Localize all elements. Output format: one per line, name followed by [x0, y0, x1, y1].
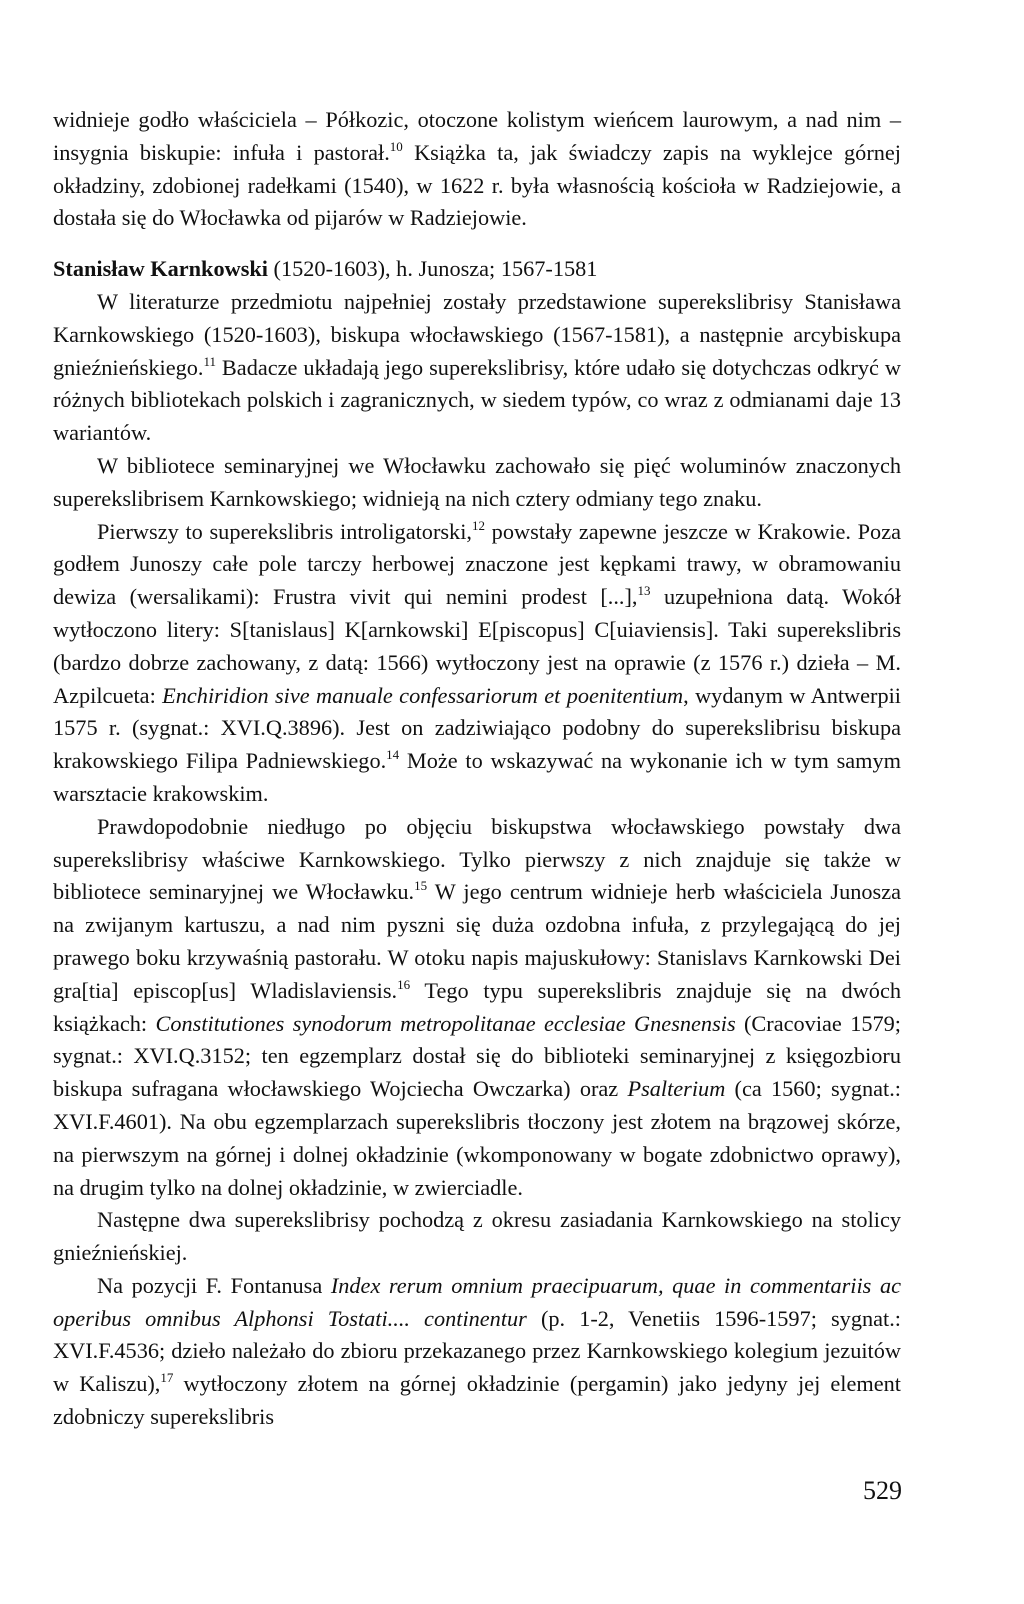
text-run: powstały zapewne jeszcze w Krakowie. Poza godłem Junoszy całe pole tarczy herbowej znaczone jest kępkami trawy, w obramowaniu dewiza (wersalikami): Frustra vivit qui nemini prodest [...],: [53, 518, 901, 610]
footnote-ref[interactable]: 13: [637, 583, 651, 599]
text-run: W literaturze przedmiotu najpełniej zostały przedstawione superekslibrisy Stanisława Karnkowskiego (1520-1603), biskupa włocławskiego (1567-1581), a następnie arcybiskupa gnieźnieńskiego.: [53, 288, 901, 380]
heading-details: (1520-1603), h. Junosza; 1567-1581: [267, 256, 598, 282]
paragraph-4: [53, 516, 901, 811]
page-content: [53, 104, 901, 1434]
text-run: uzupełniona datą. Wokół wytłoczono litery: S[tanislaus] K[arnkowski] E[piscopus] C[uiaviensis]. Taki superekslibris (bardzo dobrze zachowany, z datą: 1566) wytłoczony jest na oprawie (z 1576 r.) dzieła – M. Azpilcueta:: [53, 584, 902, 708]
text-run: (p. 1-2, Venetiis 1596-1597; sygnat.: XVI.F.4536; dzieło należało do zbioru przekazanego przez Karnkowskiego kolegium jezuitów w Kaliszu),: [53, 1305, 901, 1397]
footnote-ref[interactable]: 10: [389, 138, 403, 154]
footnote-ref[interactable]: 15: [414, 878, 428, 894]
text-run: Na pozycji F. Fontanusa: [97, 1272, 331, 1298]
footnote-ref[interactable]: 12: [471, 517, 485, 533]
text-run: (Cracoviae 1579; sygnat.: XVI.Q.3152; ten egzemplarz dostał się do biblioteki seminaryjnej z księgozbioru biskupa sufragana włocławskiego Wojciecha Owczarka) oraz: [53, 1010, 901, 1102]
paragraph-3: W bibliotece seminaryjnej we Włocławku zachowało się pięć woluminów znaczonych superekslibrisem Karnkowskiego; widnieją na nich cztery odmiany tego znaku.: [53, 452, 901, 511]
book-title: Psalterium: [627, 1076, 726, 1102]
footnote-ref[interactable]: 11: [203, 353, 216, 369]
footnote-ref[interactable]: 17: [160, 1370, 174, 1386]
book-title: Index rerum omnium praecipuarum, quae in commentariis ac operibus omnibus Alphonsi Tostati.... continentur: [53, 1272, 901, 1331]
text-run: (ca 1560; sygnat.: XVI.F.4601). Na obu egzemplarzach superekslibris tłoczony jest złotem na brązowej skórze, na pierwszym na górnej i dolnej okładzinie (wkomponowany w bogate zdobnictwo oprawy), na drugim tylko na dolnej okładzinie, w zwierciadle.: [53, 1076, 901, 1200]
text-run: Tego typu superekslibris znajduje się na dwóch książkach:: [53, 977, 901, 1036]
paragraph-6: Następne dwa superekslibrisy pochodzą z okresu zasiadania Karnkowskiego na stolicy gnieźnieńskiej.: [53, 1207, 901, 1266]
text-run: wytłoczony złotem na górnej okładzinie (pergamin) jako jedyny jej element zdobniczy superekslibris: [53, 1371, 901, 1430]
text-run: Książka ta, jak świadczy zapis na wyklejce górnej okładziny, zdobionej radełkami (1540), w 1622 r. była własnością kościoła w Radziejowie, a dostała się do Włocławka od pijarów w Radziejowie.: [53, 139, 902, 231]
text-run: Badacze układają jego superekslibrisy, które udało się dotychczas odkryć w różnych bibliotekach polskich i zagranicznych, w siedem typów, co wraz z odmianami daje 13 wariantów.: [53, 354, 901, 446]
text-run: Może to wskazywać na wykonanie ich w tym samym warsztacie krakowskim.: [53, 748, 901, 806]
heading-name: Stanisław Karnkowski: [53, 256, 268, 282]
text-run: W jego centrum widnieje herb właściciela Junosza na zwijanym kartuszu, a nad nim pyszni się duża ozdobna infuła, z przylegającą do jej prawego boku krzywaśnią pastorału. W otoku napis majuskułowy: Stanislavs Karnkowski Dei gra[tia] episcop[us] Wladislaviensis.: [53, 879, 901, 1003]
section-heading: [53, 253, 901, 286]
text-run: widnieje godło właściciela – Półkozic, otoczone kolistym wieńcem laurowym, a nad nim – insygnia biskupie: infuła i pastorał.: [53, 107, 901, 165]
paragraph-1: [53, 104, 901, 235]
book-title: Enchiridion sive manuale confessariorum et poenitentium: [162, 682, 684, 708]
text-run: Prawdopodobnie niedługo po objęciu biskupstwa włocławskiego powstały dwa superekslibrisy właściwe Karnkowskiego. Tylko pierwszy z nich znajduje się także w bibliotece seminaryjnej we Włocławku.: [53, 813, 901, 905]
page-number: 529: [863, 1476, 902, 1505]
paragraph-2: [53, 286, 901, 450]
book-title: Constitutiones synodorum metropolitanae ecclesiae Gnesnensis: [155, 1010, 736, 1036]
paragraph-7: [53, 1270, 901, 1434]
footnote-ref[interactable]: 14: [386, 747, 400, 763]
text-run: Pierwszy to superekslibris introligatorski,: [97, 518, 472, 544]
footnote-ref[interactable]: 16: [397, 976, 411, 992]
paragraph-5: [53, 811, 901, 1205]
text-run: , wydanym w Antwerpii 1575 r. (sygnat.: XVI.Q.3896). Jest on zadziwiająco podobny do superekslibrisu biskupa krakowskiego Filipa Padniewskiego.: [53, 682, 902, 774]
